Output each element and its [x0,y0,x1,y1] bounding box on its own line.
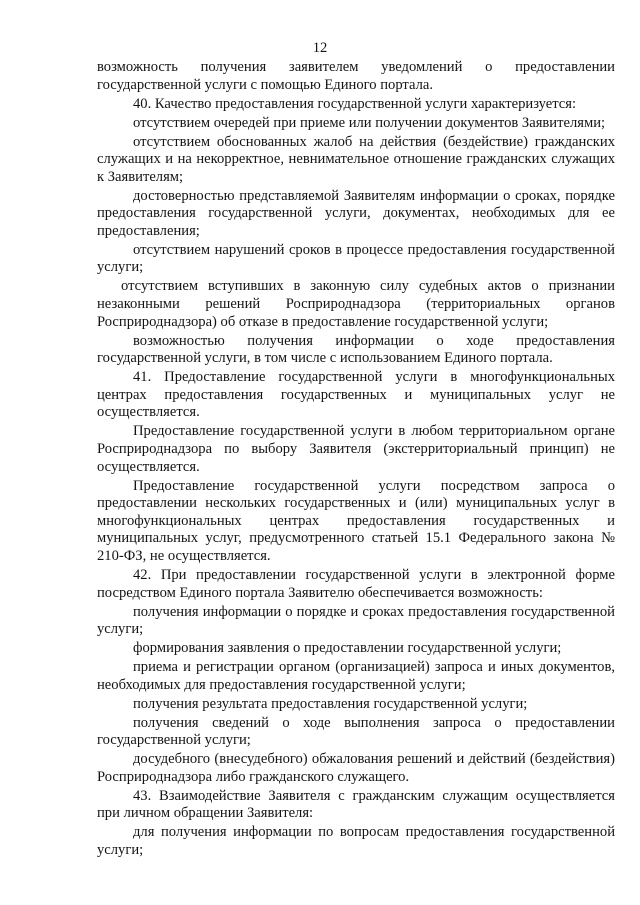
paragraph-reliable-info: достоверностью представляемой Заявителям информации о сроках, порядке предоставления государственной услуги, документах, необходимых для ее предоставления; [97,187,615,239]
page-number: 12 [312,40,328,56]
paragraph-request-status: получения сведений о ходе выполнения запроса о предоставлении государственной услуги; [97,714,615,749]
paragraph-43: 43. Взаимодействие Заявителя с гражданским служащим осуществляется при личном обращении Заявителя: [97,787,615,822]
paragraph-appeal: досудебного (внесудебного) обжалования решений и действий (бездействия) Росприроднадзора либо гражданского служащего. [97,751,615,785]
paragraph-notifications: возможность получения заявителем уведомлений о предоставлении государственной услуги с помощью Единого портала. [97,59,615,93]
paragraph-consultation: для получения информации по вопросам предоставления государственной услуги; [97,824,615,858]
paragraph-42: 42. При предоставлении государственной услуги в электронной форме посредством Единого портала Заявителю обеспечивается возможность: [97,566,615,601]
paragraph-progress-info: возможностью получения информации о ходе предоставления государственной услуги, в том числе с использованием Единого портала. [97,332,615,367]
paragraph-40-heading: 40. Качество предоставления государственной услуги характеризуется: [133,95,577,112]
paragraph-reception-registration: приема и регистрации органом (организацией) запроса и иных документов, необходимых для предоставления государственной услуги; [97,659,615,693]
paragraph-obtain-info: получения информации о порядке и сроках предоставления государственной услуги; [97,603,615,638]
paragraph-no-complaints: отсутствием обоснованных жалоб на действия (бездействие) гражданских служащих и на некорректное, невнимательное отношение гражданских служащих к Заявителям; [97,133,615,185]
paragraph-41: 41. Предоставление государственной услуги в многофункциональных центрах предоставления государственных и муниципальных услуг не осуществляется. [97,369,615,421]
paragraph-no-court-acts: отсутствием вступивших в законную силу судебных актов о признании незаконными решений Росприроднадзора (территориальных органов Росприроднадзора) об отказе в предоставление государственной услуги; [97,278,615,330]
paragraph-multiple-services: Предоставление государственной услуги посредством запроса о предоставлении нескольких государственных и (или) муниципальных услуг в многофункциональных центрах предоставления государственных и муниципальных услуг, предусмотренного статьей 15.1 Федерального закона № 210-ФЗ, не осуществляется. [97,477,615,564]
document-body [97,59,615,861]
paragraph-form-application: формирования заявления о предоставлении государственной услуги; [133,640,562,657]
paragraph-no-delays: отсутствием нарушений сроков в процессе предоставления государственной услуги; [97,241,615,276]
paragraph-no-queues: отсутствием очередей при приеме или получении документов Заявителями; [133,114,606,131]
paragraph-extraterritorial: Предоставление государственной услуги в любом территориальном органе Росприроднадзора по выбору Заявителя (экстерриториальный принцип) не осуществляется. [97,423,615,475]
paragraph-obtain-result: получения результата предоставления государственной услуги; [133,695,528,712]
